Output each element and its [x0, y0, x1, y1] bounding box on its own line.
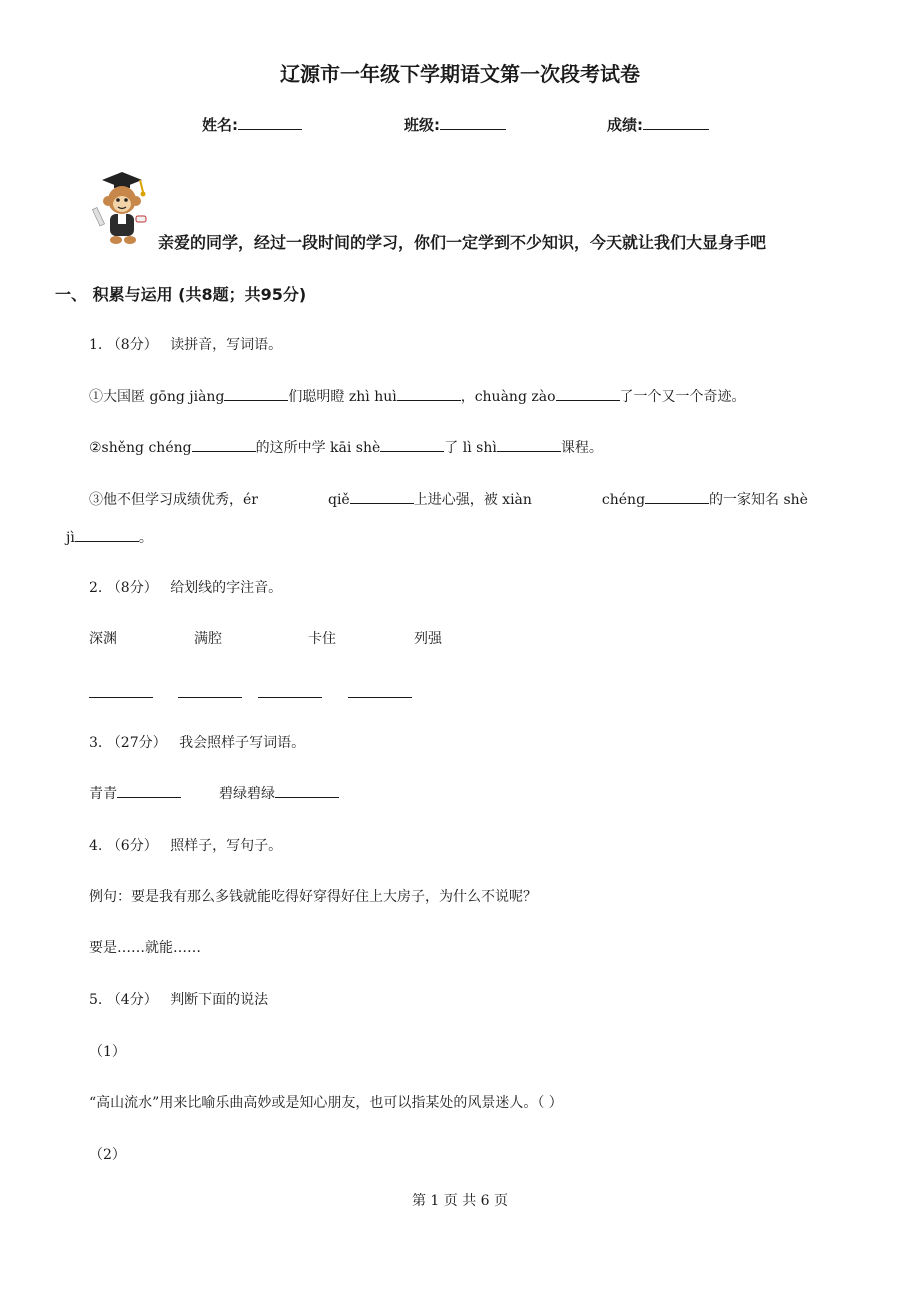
class-label: 班级:: [404, 116, 440, 134]
q1-line-3: [89, 489, 808, 509]
q1-l2d: 课程。: [560, 440, 603, 456]
score-field[interactable]: [607, 114, 709, 135]
answer-blank[interactable]: [258, 683, 322, 698]
page-footer: 第 1 页 共 6 页: [411, 1193, 509, 1209]
answer-blank[interactable]: [348, 683, 412, 698]
q3-ex1: 青青: [89, 786, 117, 802]
q5-prompt: 判断下面的说法: [170, 992, 269, 1008]
q1-l1d: 了一个又一个奇迹。: [619, 389, 746, 405]
answer-blank[interactable]: [397, 386, 461, 401]
q1-l3b: qiě: [327, 492, 350, 508]
q1-line-2: [89, 437, 603, 457]
q2-word-3: 卡住: [308, 631, 336, 647]
q4-number: 4.: [89, 838, 103, 854]
answer-blank[interactable]: [192, 437, 256, 452]
q1-l4b: 。: [138, 530, 153, 546]
q4-pattern: 要是……就能……: [89, 940, 201, 956]
answer-blank[interactable]: [275, 783, 339, 798]
q3-ex2: 碧绿碧绿: [219, 786, 275, 802]
question-2: [89, 577, 282, 597]
q1-l2a: ②shěng chéng: [89, 440, 192, 456]
name-field[interactable]: [202, 114, 302, 135]
q2-word-4: 列强: [414, 631, 442, 647]
q3-points: （27分）: [106, 735, 167, 751]
answer-blank[interactable]: [556, 386, 620, 401]
greeting-text: 亲爱的同学，经过一段时间的学习，你们一定学到不少知识，今天就让我们大显身手吧: [158, 233, 767, 252]
question-4: [89, 835, 282, 855]
q1-prompt: 读拼音，写词语。: [170, 337, 283, 353]
q1-l3d: chéng: [601, 492, 646, 508]
answer-blank[interactable]: [89, 683, 153, 698]
q4-prompt: 照样子，写句子。: [170, 838, 283, 854]
score-label: 成绩:: [607, 116, 643, 134]
q1-l1c: ，chuàng zào: [460, 389, 556, 405]
question-3: [89, 732, 305, 752]
answer-blank[interactable]: [224, 386, 288, 401]
answer-blank[interactable]: [117, 783, 181, 798]
q3-example-1: [89, 783, 181, 803]
q2-word-2: 满腔: [194, 631, 222, 647]
q4-example: 例句：要是我有那么多钱就能吃得好穿得好住上大房子，为什么不说呢？: [89, 889, 537, 905]
answer-blank[interactable]: [645, 489, 709, 504]
q1-l2b: 的这所中学 kāi shè: [255, 440, 381, 456]
q2-number: 2.: [89, 580, 103, 596]
q1-line-1: [89, 386, 746, 406]
score-blank[interactable]: [643, 115, 709, 130]
name-blank[interactable]: [238, 115, 302, 130]
question-1: [89, 334, 282, 354]
q1-l1a: ①大国匿 gōng jiàng: [89, 389, 225, 405]
answer-blank[interactable]: [497, 437, 561, 452]
answer-blank[interactable]: [178, 683, 242, 698]
q1-l3a: ③他不但学习成绩优秀，ér: [89, 492, 258, 508]
q1-line-4: [66, 527, 153, 547]
q5-number: 5.: [89, 992, 103, 1008]
q5-sub-1: （1）: [89, 1044, 126, 1060]
q4-points: （6分）: [106, 838, 158, 854]
q2-prompt: 给划线的字注音。: [170, 580, 283, 596]
q5-statement-1: “高山流水”用来比喻乐曲高妙或是知心朋友，也可以指某处的风景迷人。（ ）: [89, 1095, 563, 1111]
answer-blank[interactable]: [380, 437, 444, 452]
q1-points: （8分）: [106, 337, 158, 353]
q5-sub-2: （2）: [89, 1147, 126, 1163]
q3-number: 3.: [89, 735, 103, 751]
q1-l3e: 的一家知名 shè: [709, 492, 808, 508]
mascot-icon: [88, 168, 152, 250]
q5-points: （4分）: [106, 992, 158, 1008]
q1-number: 1.: [89, 337, 103, 353]
q3-prompt: 我会照样子写词语。: [179, 735, 306, 751]
q1-l2c: 了 lì shì: [444, 440, 497, 456]
class-blank[interactable]: [440, 115, 506, 130]
name-label: 姓名:: [202, 116, 238, 134]
q1-l3c: 上进心强，被 xiàn: [413, 492, 532, 508]
q2-word-1: 深渊: [89, 631, 117, 647]
answer-blank[interactable]: [350, 489, 414, 504]
question-5: [89, 989, 268, 1009]
q2-points: （8分）: [106, 580, 158, 596]
answer-blank[interactable]: [75, 527, 139, 542]
q3-example-2: [219, 783, 339, 803]
class-field[interactable]: [404, 114, 506, 135]
q1-l4a: jì: [66, 530, 75, 546]
section-heading: 一、 积累与运用 (共8题；共95分): [55, 285, 307, 304]
page-title: 辽源市一年级下学期语文第一次段考试卷: [280, 62, 640, 86]
q1-l1b: 们聪明瞪 zhì huì: [288, 389, 397, 405]
